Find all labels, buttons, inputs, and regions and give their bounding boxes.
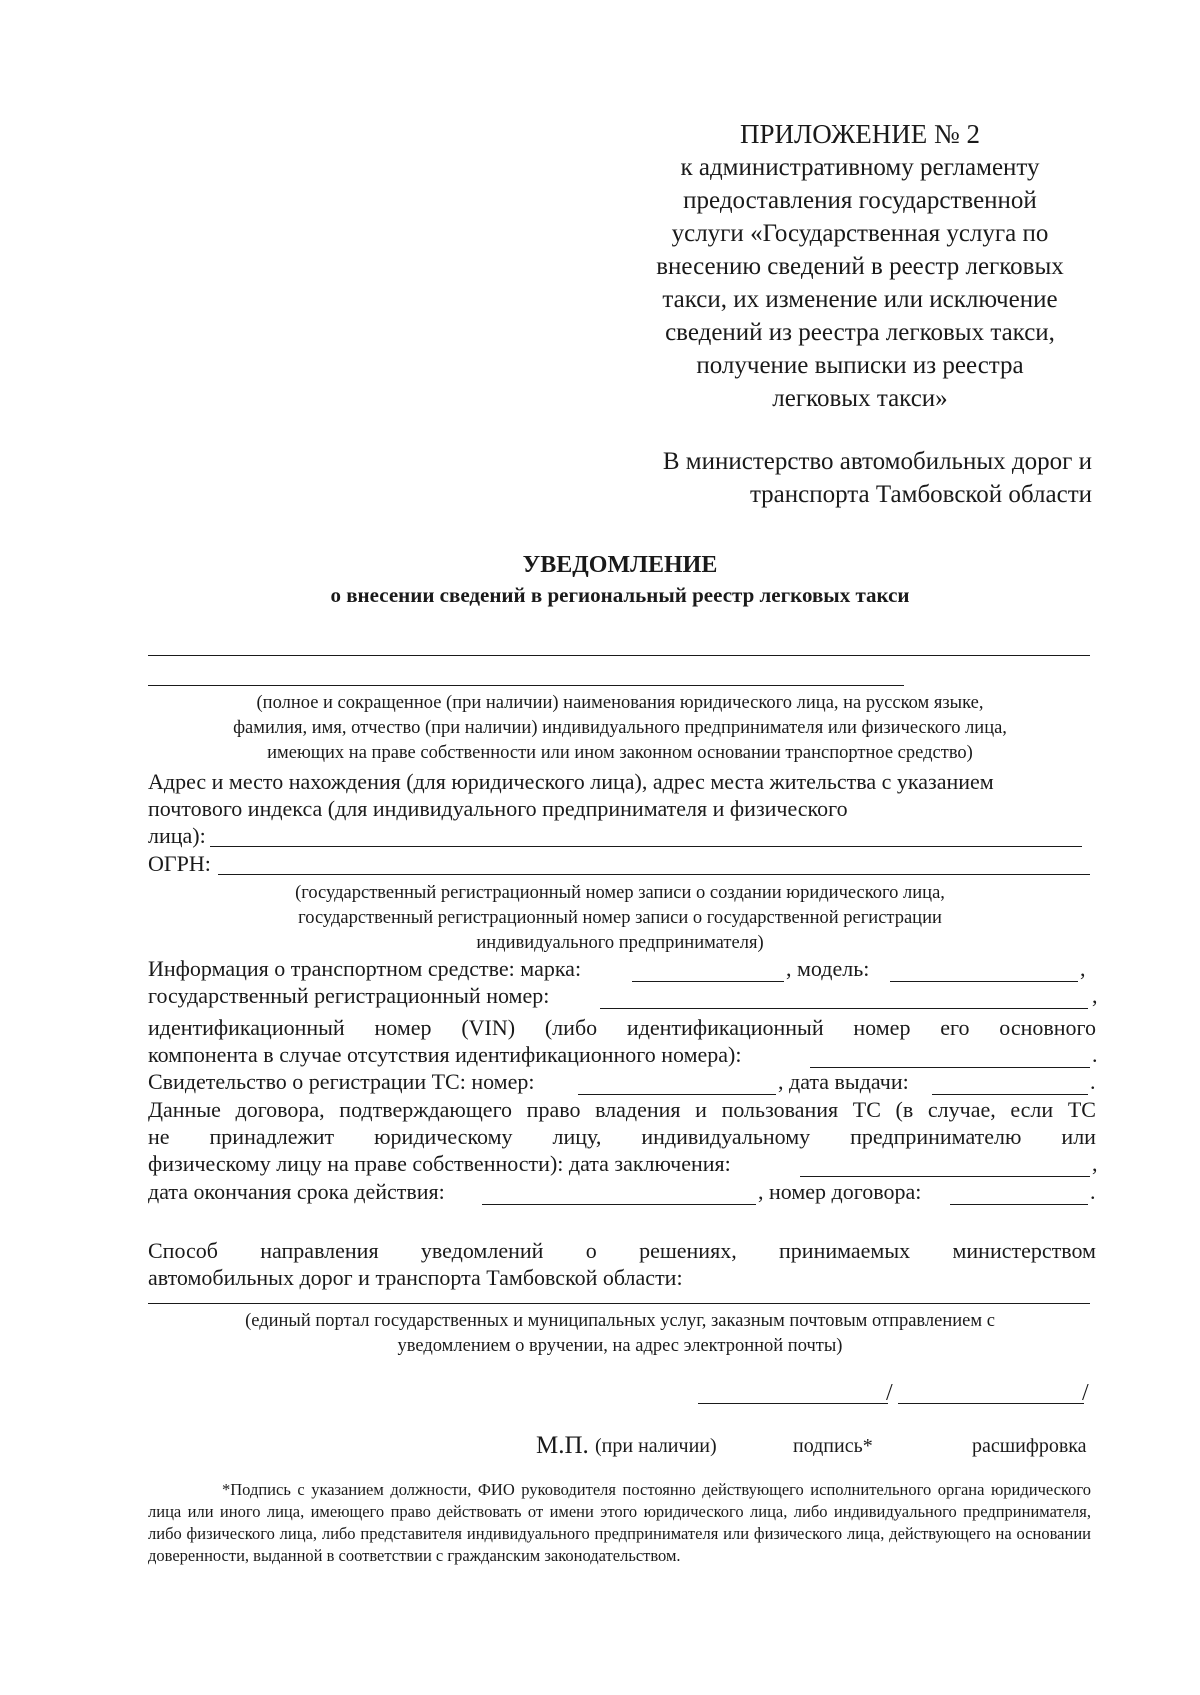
contract-word: предпринимателю <box>850 1124 1022 1149</box>
notice-title: УВЕДОМЛЕНИЕ <box>522 552 718 578</box>
applicant-hint-line: фамилия, имя, отчество (при наличии) индивидуального предпринимателя или физического лица, <box>233 718 1007 738</box>
vin-label-line-1 <box>148 1014 1096 1041</box>
delivery-word: министерством <box>952 1238 1096 1263</box>
contract-word: лицу, <box>552 1124 602 1149</box>
contract-word: владения <box>595 1097 681 1122</box>
appendix-line: к административному регламенту <box>680 154 1040 181</box>
decode-field[interactable] <box>898 1403 1084 1404</box>
contract-word: подтверждающего <box>339 1097 513 1122</box>
vehicle-model-field[interactable] <box>890 981 1078 982</box>
contract-word: принадлежит <box>209 1124 335 1149</box>
ogrn-hint <box>130 881 1110 956</box>
notice-subtitle: о внесении сведений в региональный реестр легковых такси <box>330 583 910 607</box>
delivery-word: направления <box>260 1238 379 1263</box>
applicant-name-line-2[interactable] <box>148 685 904 686</box>
cert-date-field[interactable] <box>932 1094 1088 1095</box>
appendix-line: услуги «Государственная услуга по <box>671 220 1049 247</box>
address-field[interactable] <box>210 846 1082 847</box>
delivery-text-line-1 <box>148 1237 1096 1264</box>
vin-word: идентификационный <box>626 1015 824 1040</box>
footnote: *Подпись с указанием должности, ФИО руководителя постоянно действующего исполнительного органа юридического лица или иного лица, имеющего право действовать от имени этого юридического лица, либо индивидуального предпринимателя, либо физического лица, либо представителя индивидуального предпринимателя или физического лица, действующего на основании доверенности, выданной в соответствии с гражданским законодательством. <box>148 1480 1091 1565</box>
contract-number-label: , номер договора: <box>758 1179 922 1204</box>
cert-number-label: Свидетельство о регистрации ТС: номер: <box>148 1069 535 1094</box>
addressee-block <box>663 445 1092 511</box>
address-label-1: Адрес и место нахождения (для юридического лица), адрес места жительства с указанием <box>148 769 994 794</box>
contract-word: право <box>526 1097 581 1122</box>
contract-word: не <box>148 1124 170 1149</box>
stamp-note: (при наличии) <box>595 1435 717 1457</box>
contract-text-line-1 <box>148 1096 1096 1123</box>
delivery-text-line-2: автомобильных дорог и транспорта Тамбовской области: <box>148 1265 683 1290</box>
delivery-word: уведомлений <box>420 1238 544 1263</box>
contract-end-label: дата окончания срока действия: <box>148 1179 445 1204</box>
cert-number-field[interactable] <box>578 1094 776 1095</box>
ogrn-hint-line: индивидуального предпринимателя) <box>476 933 764 953</box>
contract-date-label: физическому лицу на праве собственности): дата заключения: <box>148 1151 731 1176</box>
contract-word: ТС <box>1067 1097 1096 1122</box>
delivery-word: о <box>585 1238 597 1263</box>
ogrn-hint-line: (государственный регистрационный номер записи о создании юридического лица, <box>295 883 945 903</box>
appendix-line: сведений из реестра легковых такси, <box>665 319 1055 346</box>
appendix-title: ПРИЛОЖЕНИЕ № 2 <box>739 119 981 149</box>
delivery-word: решениях, <box>639 1238 737 1263</box>
reg-number-label: государственный регистрационный номер: <box>148 983 550 1008</box>
signature-slash: / <box>1082 1380 1089 1406</box>
vin-word: основного <box>999 1015 1096 1040</box>
delivery-word: принимаемых <box>779 1238 911 1263</box>
address-label-3: лица): <box>148 823 206 848</box>
ogrn-hint-line: государственный регистрационный номер записи о государственной регистрации <box>298 908 942 928</box>
delivery-word: Способ <box>148 1238 218 1263</box>
contract-word: и <box>695 1097 707 1122</box>
contract-word: Данные <box>148 1097 221 1122</box>
cert-date-label: , дата выдачи: <box>778 1069 909 1094</box>
applicant-hint-line: имеющих на праве собственности или ином законном основании транспортное средство) <box>267 743 973 763</box>
vin-word: его <box>940 1015 970 1040</box>
decode-caption: расшифровка <box>972 1435 1087 1457</box>
vin-label-line-2: компонента в случае отсутствия идентификационного номера): <box>148 1042 742 1067</box>
vin-word: (VIN) <box>461 1015 516 1040</box>
contract-word: случае, <box>927 1097 996 1122</box>
vin-word: идентификационный <box>148 1015 345 1040</box>
contract-word: или <box>1061 1124 1096 1149</box>
appendix-line: предоставления государственной <box>683 187 1037 214</box>
contract-end-field[interactable] <box>482 1204 756 1205</box>
vehicle-brand-label: Информация о транспортном средстве: марка: <box>148 956 582 981</box>
delivery-hint <box>130 1309 1110 1359</box>
appendix-line: такси, их изменение или исключение <box>662 286 1058 313</box>
period: . <box>1090 1069 1096 1094</box>
reg-number-field[interactable] <box>600 1008 1088 1009</box>
vehicle-model-label: , модель: <box>786 956 870 981</box>
ogrn-label: ОГРН: <box>148 851 211 876</box>
applicant-name-line-1[interactable] <box>148 655 1090 656</box>
delivery-hint-line: (единый портал государственных и муниципальных услуг, заказным почтовым отправлением с <box>245 1311 995 1331</box>
contract-word: договора, <box>235 1097 325 1122</box>
signature-caption: подпись* <box>793 1435 873 1457</box>
contract-word: ТС <box>852 1097 881 1122</box>
contract-word: индивидуальному <box>641 1124 811 1149</box>
delivery-method-field[interactable] <box>148 1303 1090 1304</box>
vin-word: (либо <box>544 1015 598 1040</box>
vin-word: номер <box>853 1015 911 1040</box>
appendix-block <box>590 118 1130 415</box>
ogrn-field[interactable] <box>218 874 1090 875</box>
contract-word: (в <box>895 1097 914 1122</box>
period: . <box>1090 1179 1096 1204</box>
addressee-line: транспорта Тамбовской области <box>749 481 1092 508</box>
contract-word: пользования <box>721 1097 839 1122</box>
appendix-line: получение выписки из реестра <box>696 352 1024 379</box>
addressee-line: В министерство автомобильных дорог и <box>662 448 1092 475</box>
appendix-line: легковых такси» <box>772 385 948 412</box>
address-label-2: почтового индекса (для индивидуального предпринимателя и физического <box>148 796 848 821</box>
contract-date-field[interactable] <box>800 1176 1090 1177</box>
stamp-label: М.П. <box>536 1432 589 1459</box>
appendix-line: внесению сведений в реестр легковых <box>656 253 1064 280</box>
period: . <box>1092 1042 1098 1067</box>
signature-field[interactable] <box>698 1403 888 1404</box>
comma: , <box>1092 1151 1098 1176</box>
applicant-hint <box>130 691 1110 766</box>
delivery-hint-line: уведомлением о вручении, на адрес электронной почты) <box>397 1336 843 1356</box>
contract-word: если <box>1010 1097 1054 1122</box>
signature-slash: / <box>886 1380 893 1406</box>
comma: , <box>1080 956 1086 981</box>
contract-text-line-2 <box>148 1123 1096 1150</box>
vehicle-brand-field[interactable] <box>632 981 784 982</box>
applicant-hint-line: (полное и сокращенное (при наличии) наименования юридического лица, на русском языке, <box>256 693 984 713</box>
contract-word: юридическому <box>374 1124 513 1149</box>
comma: , <box>1092 983 1098 1008</box>
vin-word: номер <box>374 1015 432 1040</box>
contract-number-field[interactable] <box>950 1204 1088 1205</box>
